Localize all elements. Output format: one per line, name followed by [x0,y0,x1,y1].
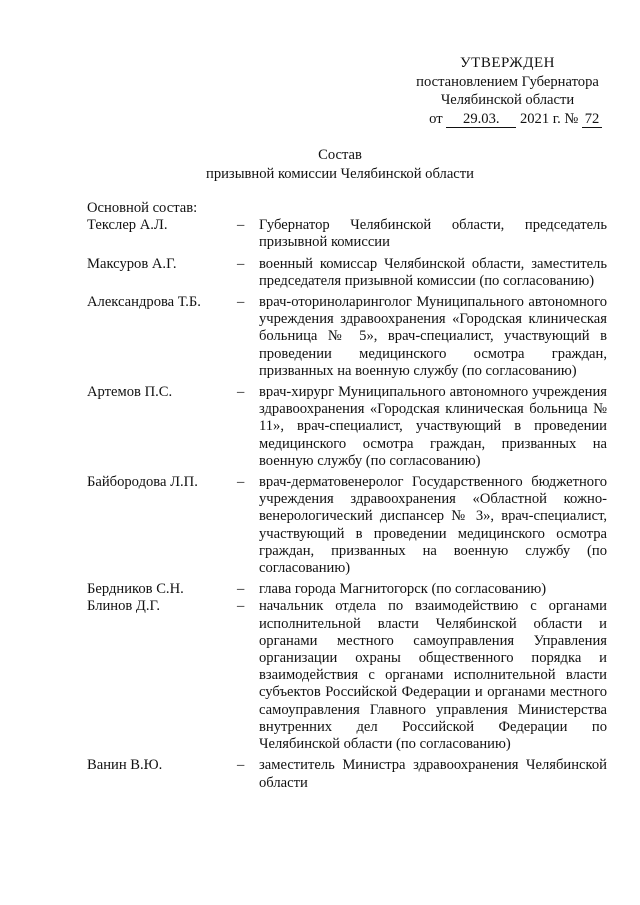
approved-stamp-text: УТВЕРЖДЕН [460,55,555,71]
member-row [87,474,607,577]
decree-line [395,110,620,129]
member-name: Ванин В.Ю. [87,757,163,774]
approved-region-text: Челябинской области [440,92,575,108]
member-row [87,256,607,290]
dash-separator: – [237,598,245,615]
approval-block [395,54,620,128]
member-role: глава города Магнитогорск (по согласованию) [259,581,547,598]
member-role: Губернатор Челябинской области, председатель призывной комиссии [259,217,607,251]
member-row [87,217,607,251]
member-role: врач-оториноларинголог Муниципального автономного учреждения здравоохранения «Городская клиническая больница № 5», врач-специалист, участвующий в проведении медицинского осмотра граждан, призванных на военную службу (по согласованию) [259,294,607,379]
dash-separator: – [237,581,245,598]
member-row [87,757,607,791]
year-number-label: 2021 г. № [519,110,579,127]
dash-separator: – [237,384,245,401]
member-name: Максуров А.Г. [87,255,177,272]
member-role: врач-хирург Муниципального автономного учреждения здравоохранения «Городская клиническая больница № 11», врач-специалист, участвующий в проведении медицинского осмотра граждан, призванных на военную службу (по согласованию) [259,384,607,469]
title-line-1: Состав [318,147,362,163]
dash-separator: – [237,217,245,234]
dash-separator: – [237,294,245,311]
member-row [87,581,607,598]
document-title [170,146,510,184]
decree-number: 72 [582,112,602,128]
section-label: Основной состав: [87,200,198,216]
member-row [87,384,607,470]
member-row [87,294,607,380]
member-name: Бердников С.Н. [87,581,184,598]
title-line-2: призывной комиссии Челябинской области [206,166,474,182]
composition-list [87,200,607,792]
member-name: Текслер А.Л. [87,217,168,234]
member-name: Байбородова Л.П. [87,474,198,491]
member-name: Блинов Д.Г. [87,598,160,615]
approved-by-text: постановлением Губернатора [416,73,599,90]
dash-separator: – [237,757,245,774]
member-role: врач-дерматовенеролог Государственного бюджетного учреждения здравоохранения «Областной кожно-венерологический диспансер № 3», врач-специалист, участвующий в проведении медицинского осмотра граждан, призванных на военную службу (по согласованию) [259,474,607,577]
date-prefix: от [429,110,443,127]
member-role: военный комиссар Челябинской области, заместитель председателя призывной комиссии (по согласованию) [259,255,607,289]
dash-separator: – [237,474,245,491]
member-name: Артемов П.С. [87,384,173,401]
dash-separator: – [237,255,245,272]
member-name: Александрова Т.Б. [87,294,201,311]
member-role: начальник отдела по взаимодействию с органами исполнительной власти Челябинской области и органами местного самоуправления Управления организации охраны общественного порядка и взаимодействия с органами исполнительной власти субъектов Российской Федерации и органами местного самоуправления Главного управления Министерства внутренних дел Российской Федерации по Челябинской области (по согласованию) [259,598,607,753]
decree-date: 29.03. [446,112,516,128]
member-role: заместитель Министра здравоохранения Челябинской области [259,757,607,791]
member-row [87,598,607,753]
